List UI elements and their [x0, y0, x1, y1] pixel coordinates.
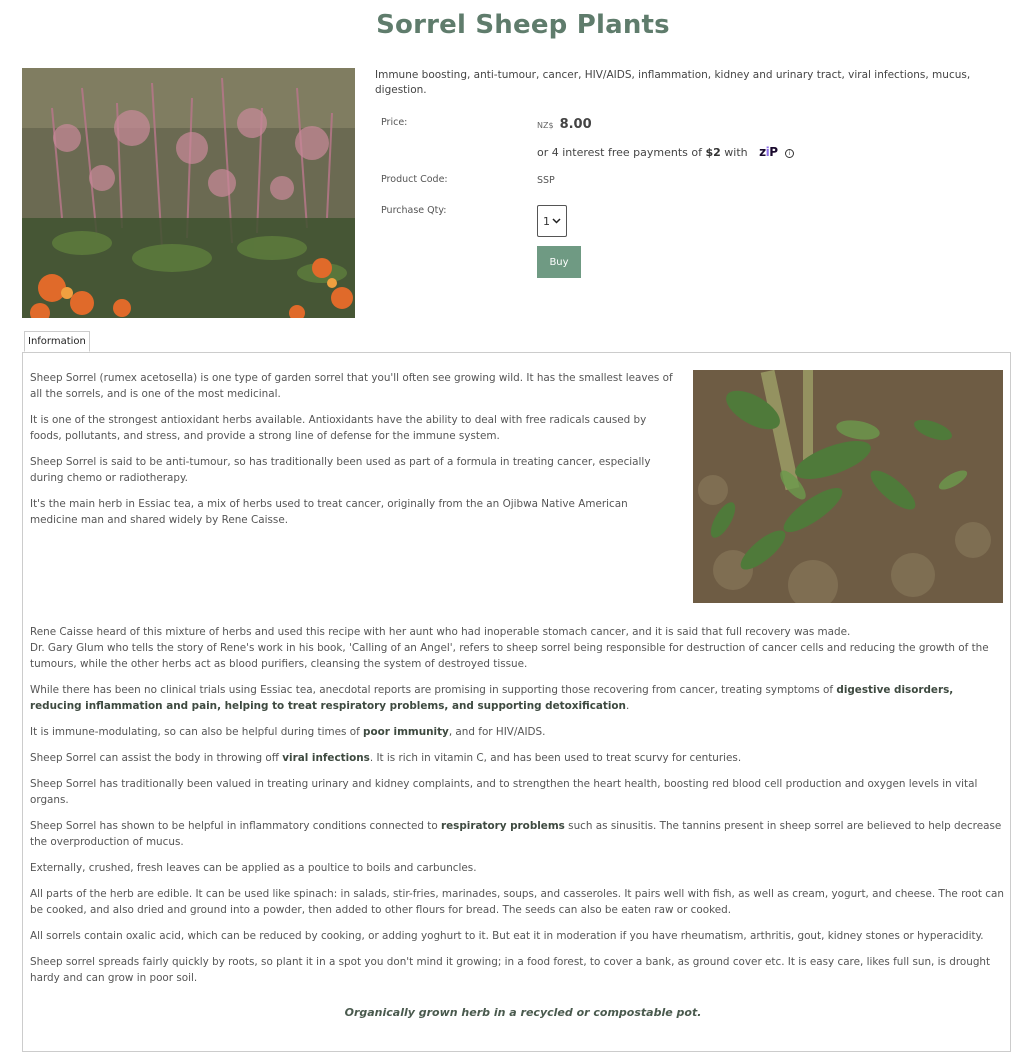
paragraph-immune: It is immune-modulating, so can also be helpful during times of poor immunity, and for HIV/AIDS.	[30, 726, 546, 738]
paragraph-rene-caisse: Rene Caisse heard of this mixture of herbs and used this recipe with her aunt who had inoperable stomach cancer, and it is said that full recovery was made.	[30, 626, 851, 638]
zip-prefix: or 4 interest free payments of	[537, 146, 702, 159]
product-summary: Immune boosting, anti-tumour, cancer, HIV/AIDS, inflammation, kidney and urinary tract, viral infections, mucus, digestion.	[375, 69, 971, 96]
price-value	[537, 117, 592, 132]
paragraph-oxalic: All sorrels contain oxalic acid, which can be reduced by cooking, or adding yoghurt to it. But eat it in moderation if you have rheumatism, arthritis, gout, kidney stones or hyperacidity.	[30, 930, 984, 942]
sorrel-plant-photo	[22, 68, 355, 318]
zip-suffix: with	[724, 146, 748, 159]
price-currency: NZ$	[537, 121, 554, 130]
paragraph-antioxidant: It is one of the strongest antioxidant herbs available. Antioxidants have the ability to deal with free radicals caused by foods, pollutants, and stress, and provide a strong line of defense for the immune system.	[30, 414, 647, 442]
price-amount: 8.00	[559, 117, 592, 132]
paragraph-viral: Sheep Sorrel can assist the body in throwing off viral infections. It is rich in vitamin C, and has been used to treat scurvy for centuries.	[30, 752, 742, 764]
product-code-label: Product Code:	[381, 174, 448, 185]
zip-logo[interactable]: ziP	[759, 145, 778, 159]
paragraph-respiratory: Sheep Sorrel has shown to be helpful in inflammatory conditions connected to respiratory problems such as sinusitis. The tannins present in sheep sorrel are believed to help decrease the overproduction of mucus.	[30, 820, 1002, 848]
page-title: Sorrel Sheep Plants	[376, 10, 670, 40]
paragraph-clinical-trials: While there has been no clinical trials using Essiac tea, anecdotal reports are promising in supporting those recovering from cancer, treating symptoms of digestive disorders, reducing inflammation and pain, helping to treat respiratory problems, and supporting detoxification.	[30, 684, 954, 712]
zip-payment-row	[537, 145, 794, 159]
buy-button[interactable]: Buy	[537, 246, 581, 278]
paragraph-intro: Sheep Sorrel (rumex acetosella) is one type of garden sorrel that you'll often see growing wild. It has the smallest leaves of all the sorrels, and is one of the most medicinal.	[30, 372, 673, 400]
price-label: Price:	[381, 117, 408, 128]
sorrel-leaves-photo	[693, 370, 1003, 603]
sorrel-leaves-image[interactable]	[693, 370, 1003, 603]
qty-value: 1	[543, 214, 550, 228]
paragraph-spreads: Sheep sorrel spreads fairly quickly by roots, so plant it in a spot you don't mind it growing; in a food forest, to cover a bank, as ground cover etc. It is easy care, likes full sun, is drought hardy and can grow in poor soil.	[30, 956, 991, 984]
zip-installment: $2	[705, 146, 721, 159]
info-icon[interactable]: i	[785, 149, 794, 158]
paragraph-essiac: It's the main herb in Essiac tea, a mix of herbs used to treat cancer, originally from the an Ojibwa Native American medicine man and shared widely by Rene Caisse.	[30, 498, 628, 526]
paragraph-gary-glum: Dr. Gary Glum who tells the story of Rene's work in his book, 'Calling of an Angel', refers to sheep sorrel being responsible for destruction of cancer cells and reducing the growth of the tumours, while the other herbs act as blood purifiers, cleansing the system of destroyed tissue.	[30, 642, 989, 670]
paragraph-external: Externally, crushed, fresh leaves can be applied as a poultice to boils and carbuncles.	[30, 862, 477, 874]
footer-note: Organically grown herb in a recycled or compostable pot.	[344, 1006, 702, 1019]
product-image[interactable]	[22, 68, 355, 318]
product-code-value: SSP	[537, 175, 555, 186]
chevron-down-icon	[552, 218, 561, 224]
paragraph-urinary: Sheep Sorrel has traditionally been valued in treating urinary and kidney complaints, and to strengthen the heart health, boosting red blood cell production and oxygen levels in vital organs.	[30, 778, 978, 806]
qty-label: Purchase Qty:	[381, 205, 447, 216]
paragraph-anti-tumour: Sheep Sorrel is said to be anti-tumour, so has traditionally been used as part of a formula in treating cancer, especially during chemo or radiotherapy.	[30, 456, 651, 484]
paragraph-edible: All parts of the herb are edible. It can be used like spinach: in salads, stir-fries, marinades, soups, and casseroles. It pairs well with fish, as well as cream, yogurt, and cheese. The root can be cooked, and also dried and ground into a powder, then added to other flours for bread. The seeds can also be eaten raw or cooked.	[30, 888, 1004, 916]
qty-select[interactable]	[537, 205, 567, 237]
tab-information[interactable]: Information	[24, 331, 90, 352]
